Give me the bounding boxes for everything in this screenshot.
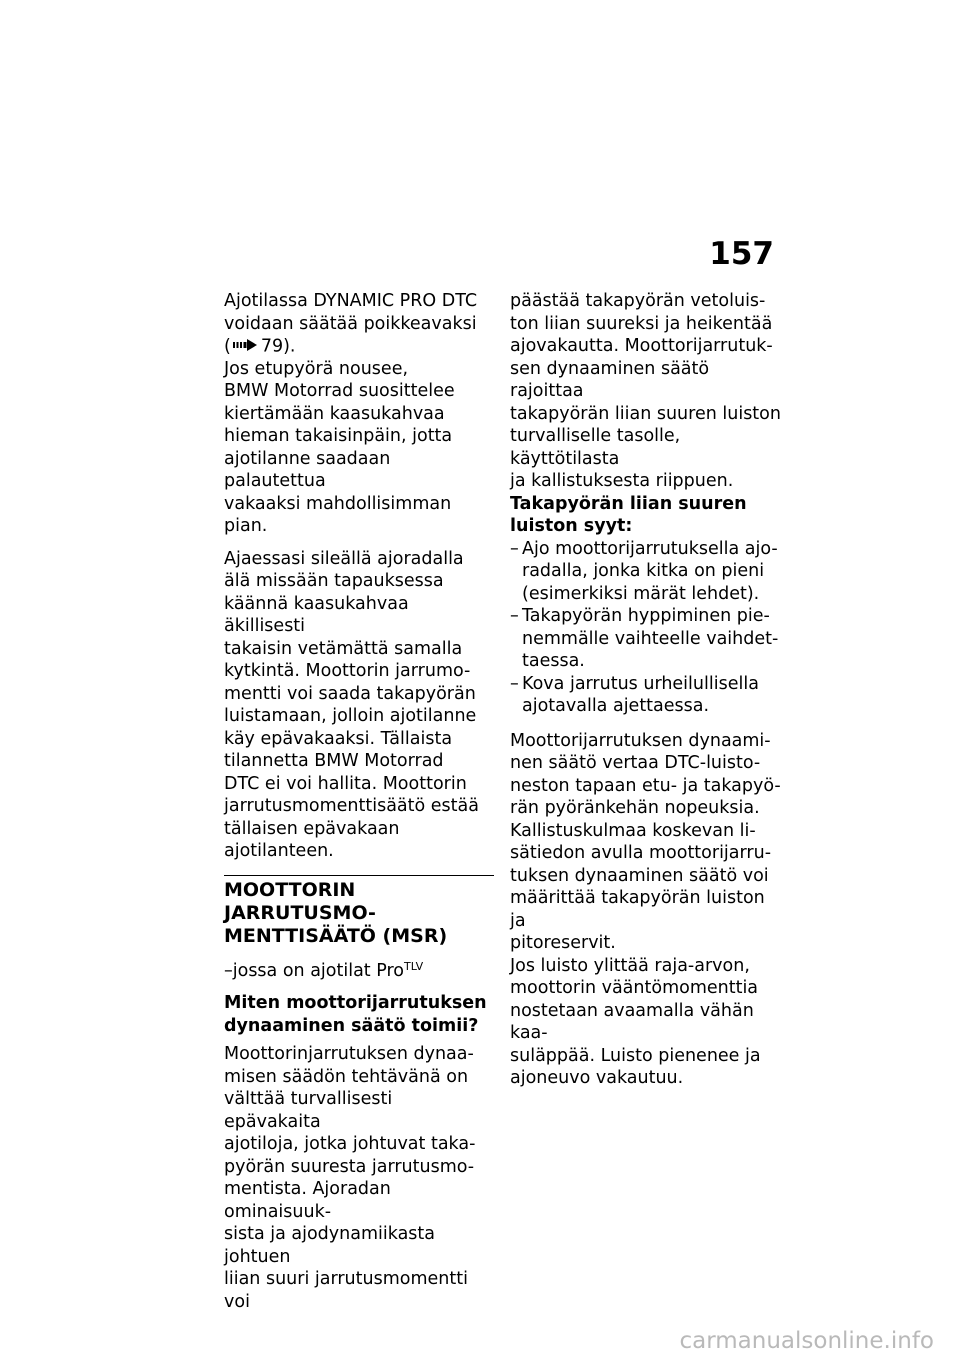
list-item-text: Ajo moottorijarrutuksella ajo- radalla, jonka kitka on pieni (esimerkiksi märät lehdet). bbox=[522, 538, 778, 604]
arrow-right-icon bbox=[233, 335, 259, 358]
list-item-text: Kova jarrutus urheilullisella ajotavalla ajettaessa. bbox=[522, 673, 759, 716]
right-paragraph-3: Jos luisto ylittää raja-arvon, moottorin vääntömomenttia nostetaan avaamalla vähän kaa- suläppää. Luisto pienenee ja ajoneuvo vakautuu. bbox=[510, 955, 761, 1088]
left-paragraph-1-rest: Jos etupyörä nousee, BMW Motorrad suosittelee kiertämään kaasukahvaa hieman takaisinpäin, jotta ajotilanne saadaan palautettua vakaaksi mahdollisimman pian. bbox=[224, 358, 455, 537]
availability-note bbox=[224, 956, 494, 983]
left-paragraph-1-start: Ajotilassa DYNAMIC PRO DTC voidaan säätää poikkeavaksi ( bbox=[224, 291, 478, 357]
left-column bbox=[224, 290, 494, 1313]
bullet-dash: – bbox=[510, 538, 519, 559]
availability-text: –jossa on ajotilat Pro bbox=[224, 960, 404, 981]
list-item-text: Takapyörän hyppiminen pie- nemmälle vaihteelle vaihdet- taessa. bbox=[522, 606, 779, 671]
bullet-dash: – bbox=[510, 673, 519, 694]
list-item bbox=[510, 538, 785, 606]
right-column bbox=[510, 290, 785, 1090]
bullet-dash: – bbox=[510, 606, 519, 626]
list-item bbox=[510, 673, 785, 718]
left-subheading: Miten moottorijarrutuksen dynaaminen säätö toimii? bbox=[224, 993, 487, 1036]
page-reference: 79). bbox=[260, 336, 296, 357]
left-paragraph-2: Ajaessasi sileällä ajoradalla älä missään tapauksessa käännä kaasukahvaa äkillisesti takaisin vetämättä samalla kytkintä. Moottorin jarrumo- mentti voi saada takapyörän luistamaan, jolloin ajotilanne käy epävakaaksi. Tällaista tilannetta BMW Motorrad DTC ei voi hallita. Moottorin jarrutusmomenttisäätö estää tällaisen epävakaan ajotilanteen. bbox=[224, 548, 479, 862]
left-paragraph-1 bbox=[224, 290, 494, 538]
availability-sup: TLV bbox=[404, 959, 424, 973]
section-divider bbox=[224, 875, 494, 876]
section-heading: MOOTTORIN JARRUTUSMO- MENTTISÄÄTÖ (MSR) bbox=[224, 878, 448, 947]
watermark: carmanualsonline.info bbox=[679, 1328, 934, 1354]
left-paragraph-3: Moottorinjarrutuksen dynaa- misen säädön tehtävänä on välttää turvallisesti epävakaita ajotiloja, jotka johtuvat taka- pyörän suuresta jarrutusmo- mentista. Ajoradan ominaisuuk- sista ja ajodynamiikasta johtuen liian suuri jarrutusmomentti voi bbox=[224, 1044, 476, 1312]
right-paragraph-1: päästää takapyörän vetoluis- ton liian suureksi ja heikentää ajovakautta. Moottorijarrutuk- sen dynaaminen säätö rajoittaa takapyörän liian suuren luiston turvalliselle tasolle, käyttötilasta ja kallistuksesta riippuen. bbox=[510, 291, 781, 491]
page-number: 157 bbox=[709, 236, 774, 272]
right-subheading: Takapyörän liian suuren luiston syyt: bbox=[510, 493, 747, 536]
right-paragraph-2: Moottorijarrutuksen dynaami- nen säätö vertaa DTC-luisto- neston tapaan etu- ja takapyö- rän pyöränkehän nopeuksia. Kallistuskulmaa koskevan li- sätiedon avulla moottorijarru- tuksen dynaaminen säätö voi määrittää takapyörän luiston ja pitoreservit. bbox=[510, 730, 781, 953]
list-item bbox=[510, 605, 785, 673]
